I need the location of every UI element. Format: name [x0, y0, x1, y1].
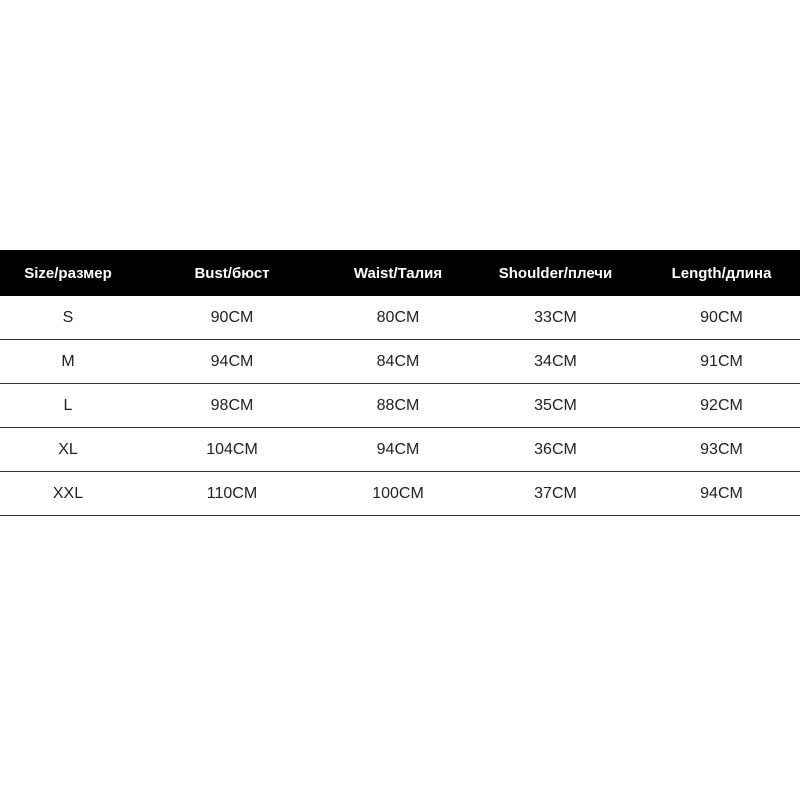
- cell-waist: 94CM: [376, 440, 420, 458]
- cell-bust: 110CM: [206, 484, 258, 502]
- cell-length: 93CM: [700, 440, 743, 458]
- table-row: [0, 296, 800, 340]
- header-shoulder: Shoulder/плечи: [498, 264, 613, 282]
- cell-shoulder: 36CM: [534, 440, 577, 458]
- cell-size: M: [61, 352, 75, 370]
- cell-waist: 88CM: [376, 396, 420, 414]
- table-row: [0, 472, 800, 516]
- cell-shoulder: 37CM: [534, 484, 577, 502]
- cell-size: S: [62, 308, 74, 326]
- cell-size: XL: [58, 440, 78, 458]
- cell-length: 90CM: [700, 308, 743, 326]
- cell-size: XXL: [52, 484, 84, 502]
- table-row: [0, 340, 800, 384]
- table-header-row: [0, 250, 800, 296]
- cell-size: L: [63, 396, 73, 414]
- cell-bust: 94CM: [210, 352, 254, 370]
- header-waist: Waist/Талия: [353, 264, 443, 282]
- table-row: [0, 428, 800, 472]
- cell-length: 91CM: [700, 352, 743, 370]
- header-bust: Bust/бюст: [194, 264, 270, 282]
- cell-shoulder: 34CM: [534, 352, 577, 370]
- cell-waist: 100CM: [372, 484, 424, 502]
- header-size: Size/размер: [24, 264, 112, 282]
- header-length: Length/длина: [671, 264, 772, 282]
- cell-bust: 104CM: [206, 440, 258, 458]
- cell-shoulder: 35CM: [534, 396, 577, 414]
- cell-length: 92CM: [700, 396, 743, 414]
- cell-waist: 84CM: [376, 352, 420, 370]
- cell-bust: 90CM: [210, 308, 254, 326]
- cell-bust: 98CM: [210, 396, 254, 414]
- size-chart-table: [0, 250, 800, 516]
- table-row: [0, 384, 800, 428]
- cell-shoulder: 33CM: [534, 308, 577, 326]
- cell-length: 94CM: [700, 484, 743, 502]
- cell-waist: 80CM: [376, 308, 420, 326]
